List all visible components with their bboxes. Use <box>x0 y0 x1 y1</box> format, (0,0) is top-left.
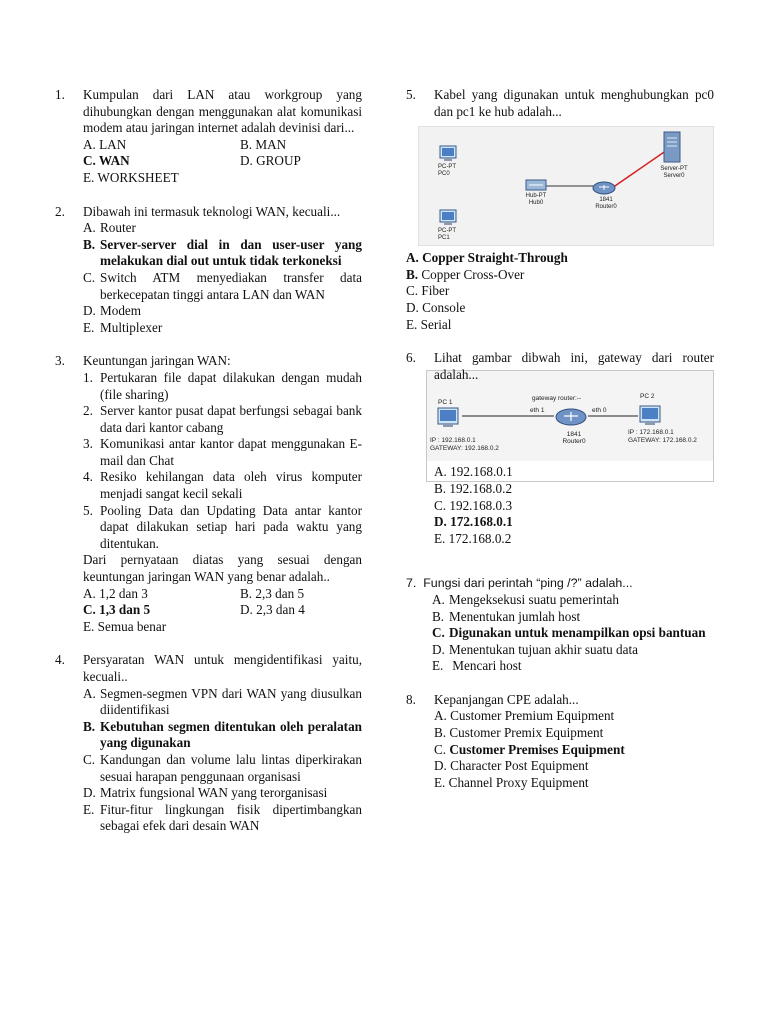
question-stem: Keuntungan jaringan WAN: <box>83 353 231 369</box>
option-d[interactable]: D. Character Post Equipment <box>434 758 589 774</box>
option-b-answer[interactable]: B. Server-server dial in dan user-user yang melakukan dial out untuk tidak terkoneksi <box>83 236 362 269</box>
question-8 <box>406 692 714 792</box>
question-4 <box>55 652 362 835</box>
question-5 <box>406 87 714 120</box>
question-number: 8. <box>406 691 416 707</box>
statement-4: 4. Resiko kehilangan data oleh virus komputer menjadi sangat kecil sekali <box>83 469 362 502</box>
question-number: 6. <box>406 350 416 366</box>
pc2-gateway-label: GATEWAY: 172.168.0.2 <box>628 437 697 445</box>
question-6 <box>406 350 714 383</box>
option-d[interactable]: D. Menentukan tujuan akhir suatu data <box>432 641 638 657</box>
right-column <box>406 87 714 791</box>
question-number: 3. <box>55 353 65 369</box>
option-a-answer[interactable]: A. Copper Straight-Through <box>406 250 568 266</box>
option-e[interactable]: E. Serial <box>406 316 452 332</box>
pc0-model-label: PC-PT <box>438 164 456 171</box>
network-topology-diagram-1 <box>418 126 714 246</box>
server-icon <box>664 132 680 162</box>
option-c-answer[interactable]: C. Customer Premises Equipment <box>434 741 625 757</box>
question-stem: Kabel yang digunakan untuk menghubungkan pc0 dan pc1 ke hub adalah... <box>434 87 714 119</box>
option-c[interactable]: C. Switch ATM menyediakan transfer data berkecepatan tinggi antara LAN dan WAN <box>83 269 362 302</box>
option-b[interactable]: B. Customer Premix Equipment <box>434 725 604 741</box>
option-b[interactable]: B. 2,3 dan 5 <box>240 585 305 601</box>
option-b[interactable]: B. Menentukan jumlah host <box>432 608 581 624</box>
gateway-router-label: gateway router:-- <box>532 395 582 403</box>
option-d[interactable]: D. 2,3 dan 4 <box>240 602 305 618</box>
pc2-label: PC 2 <box>640 393 655 401</box>
hub-icon <box>526 180 546 190</box>
option-e[interactable]: E. Fitur-fitur lingkungan fisik dipertimbangkan sebagai efek dari desain WAN <box>83 801 362 834</box>
option-d[interactable]: D. Modem <box>83 303 142 319</box>
question-stem: Dibawah ini termasuk teknologi WAN, kecuali... <box>83 203 341 219</box>
option-b[interactable]: B. 192.168.0.2 <box>434 480 513 496</box>
question-number: 4. <box>55 652 65 668</box>
option-a[interactable]: A. 1,2 dan 3 <box>83 585 148 601</box>
pc1-gateway-label: GATEWAY: 192.168.0.2 <box>430 445 499 453</box>
hub-name-label: Hub0 <box>528 200 544 207</box>
question-2 <box>55 204 362 337</box>
option-e[interactable]: E. Multiplexer <box>83 319 163 335</box>
pc2-icon <box>640 406 660 425</box>
router-model-label: 1841 <box>599 197 613 204</box>
question-stem: Lihat gambar dibwah ini, gateway dari router adalah... <box>434 350 714 382</box>
option-c[interactable]: C. 192.168.0.3 <box>434 497 513 513</box>
question-stem: Persyaratan WAN untuk mengidentifikasi yaitu, kecuali.. <box>83 652 362 684</box>
question-3 <box>55 353 362 635</box>
option-e[interactable]: E. Mencari host <box>432 658 522 674</box>
pc1-icon <box>438 408 458 427</box>
option-c-answer[interactable]: C. 1,3 dan 5 <box>83 602 151 618</box>
statement-2: 2. Server kantor pusat dapat berfungsi sebagai bank data dari kantor cabang <box>83 403 362 435</box>
option-d[interactable]: D. Matrix fungsional WAN yang terorganisasi <box>83 785 328 801</box>
statement-5: 5. Pooling Data dan Updating Data antar kantor dapat dilakukan setiap hari pada waktu yang ditentukan. <box>83 502 362 551</box>
pc2-ip-label: IP : 172.168.0.1 <box>628 429 674 437</box>
option-d[interactable]: D. Console <box>406 299 466 315</box>
question-number: 1. <box>55 87 65 102</box>
eth1-label: eth 1 <box>530 407 545 415</box>
question-stem: 7. Fungsi dari perintah “ping /?” adalah... <box>406 576 633 591</box>
option-d-answer[interactable]: D. 172.168.0.1 <box>434 514 513 530</box>
question-1 <box>55 87 362 187</box>
option-grid <box>83 586 362 636</box>
pc0-name-label: PC0 <box>438 171 450 178</box>
question-stem: Kepanjangan CPE adalah... <box>434 691 579 707</box>
question-stem: Kumpulan dari LAN atau workgroup yang dihubungkan dengan menggunakan alat komunikasi modem atau jaringan internet adalah devinisi dari... <box>83 87 362 136</box>
option-a[interactable]: A. Router <box>83 220 136 236</box>
pc1-label: PC 1 <box>438 399 453 407</box>
pc1-ip-label: IP : 192.168.0.1 <box>430 437 476 445</box>
router-icon <box>593 182 615 194</box>
option-e[interactable]: E. Semua benar <box>83 618 167 634</box>
server-model-label: Server-PT <box>660 166 688 173</box>
option-grid <box>83 137 362 187</box>
option-a[interactable]: A. Customer Premium Equipment <box>434 708 615 724</box>
option-c[interactable]: C. Fiber <box>406 283 450 299</box>
option-c-answer[interactable]: C. Digunakan untuk menampilkan opsi bantuan <box>432 625 706 641</box>
left-column <box>55 87 362 835</box>
option-a[interactable]: A. Mengeksekusi suatu pemerintah <box>432 591 619 607</box>
statement-3: 3. Komunikasi antar kantor dapat menggunakan E-mail dan Chat <box>83 436 362 468</box>
option-a[interactable]: A. LAN <box>83 136 127 152</box>
router-name-label: Router0 <box>562 438 586 446</box>
eth0-label: eth 0 <box>592 407 607 415</box>
option-b[interactable]: B. MAN <box>240 136 287 152</box>
router-name-label: Router0 <box>595 204 617 211</box>
question-tail: Dari pernyataan diatas yang sesuai dengan keuntungan jaringan WAN yang benar adalah.. <box>83 552 362 585</box>
option-e[interactable]: E. 172.168.0.2 <box>434 530 512 546</box>
pc1-model-label: PC-PT <box>438 228 456 235</box>
option-a[interactable]: A. Segmen-segmen VPN dari WAN yang diusulkan diidentifikasi <box>83 685 362 718</box>
option-b-answer[interactable]: B. Kebutuhan segmen ditentukan oleh peralatan yang digunakan <box>83 718 362 751</box>
question-7 <box>406 575 714 675</box>
option-b[interactable]: B. Copper Cross-Over <box>406 266 525 282</box>
question-number: 5. <box>406 87 416 102</box>
statement-1: 1. Pertukaran file dapat dilakukan dengan mudah (file sharing) <box>83 369 362 402</box>
server-name-label: Server0 <box>663 173 685 180</box>
router-icon <box>556 409 586 425</box>
option-a[interactable]: A. 192.168.0.1 <box>434 464 513 480</box>
option-c-answer[interactable]: C. WAN <box>83 153 130 169</box>
option-e[interactable]: E. WORKSHEET <box>83 169 179 185</box>
question-number: 2. <box>55 203 65 219</box>
option-e[interactable]: E. Channel Proxy Equipment <box>434 774 589 790</box>
hub-model-label: Hub-PT <box>525 193 547 200</box>
option-c[interactable]: C. Kandungan dan volume lalu lintas diperkirakan sesuai harapan penggunaan organisasi <box>83 751 362 784</box>
option-d[interactable]: D. GROUP <box>240 153 301 169</box>
pc1-name-label: PC1 <box>438 235 450 242</box>
router-model-label: 1841 <box>566 431 582 439</box>
